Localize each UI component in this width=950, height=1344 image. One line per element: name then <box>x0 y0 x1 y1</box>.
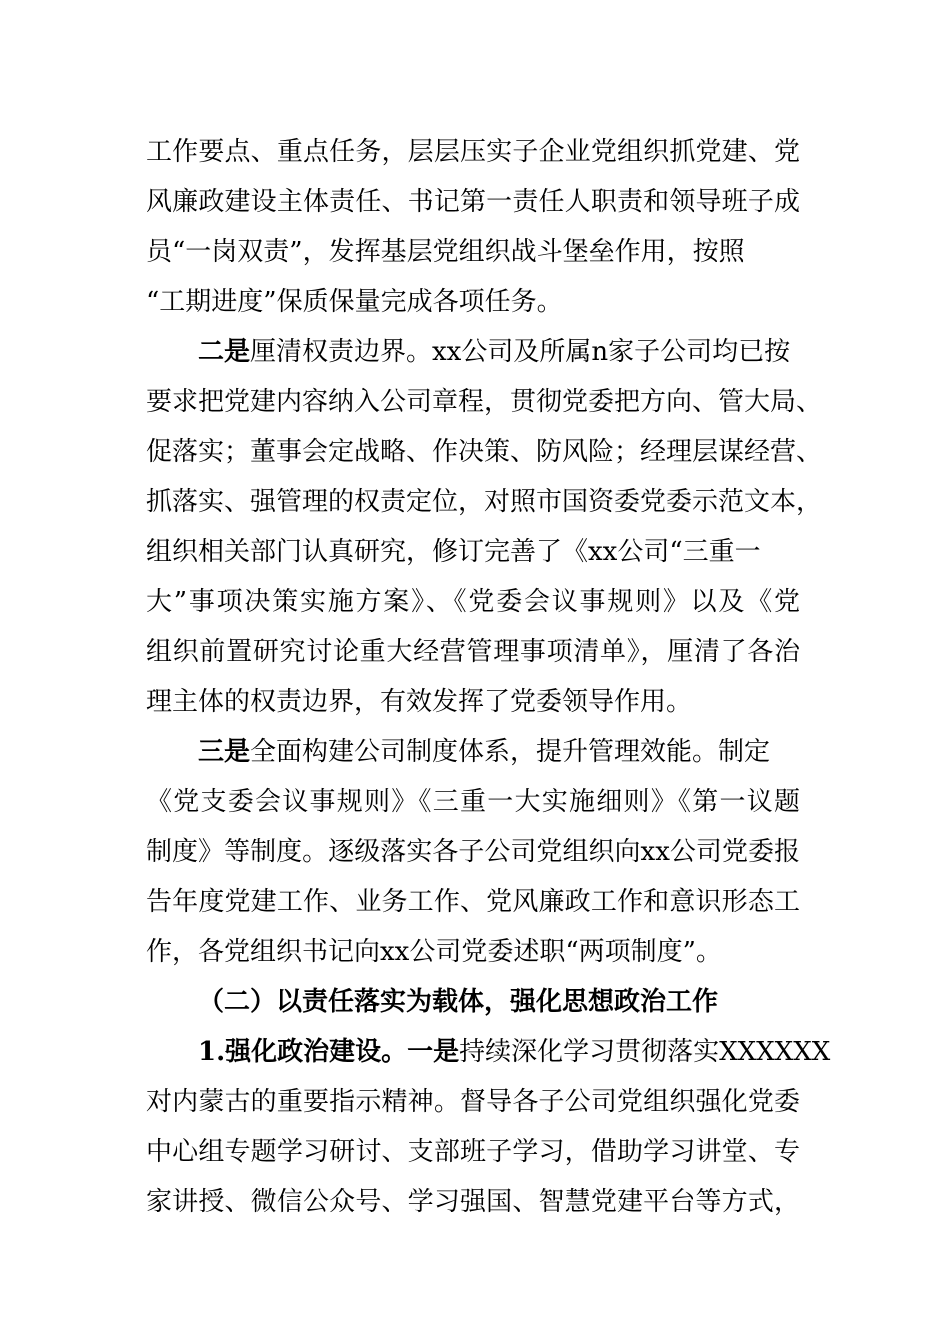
text-line: 要求把党建内容纳入公司章程，贯彻党委把方向、管大局、 <box>146 387 823 417</box>
text-line: 作，各党组织书记向xx公司党委述职“两项制度”。 <box>146 937 722 967</box>
text-line: 大”事项决策实施方案》、《党委会议事规则》以及《党 <box>146 587 800 617</box>
paragraph-lead: 三是 <box>198 737 251 767</box>
text-line: 告年度党建工作、业务工作、党风廉政工作和意识形态工 <box>146 887 800 917</box>
text-line: 制度》等制度。逐级落实各子公司党组织向xx公司党委报 <box>146 837 800 867</box>
text-line: 抓落实、强管理的权责定位，对照市国资委党委示范文本， <box>146 487 823 517</box>
text-line: 中心组专题学习研讨、支部班子学习，借助学习讲堂、专 <box>146 1137 800 1167</box>
section-heading: （二）以责任落实为载体，强化思想政治工作 <box>198 987 719 1017</box>
text-line: 组织相关部门认真研究，修订完善了《xx公司“三重一 <box>146 537 761 567</box>
text-line: 理主体的权责边界，有效发挥了党委领导作用。 <box>146 687 693 717</box>
text-line: 组织前置研究讨论重大经营管理事项清单》，厘清了各治 <box>146 637 800 667</box>
paragraph-start <box>198 734 770 770</box>
text-line: 促落实；董事会定战略、作决策、防风险；经理层谋经营、 <box>146 437 823 467</box>
text-line: 工作要点、重点任务，层层压实子企业党组织抓党建、党 <box>146 137 800 167</box>
text-line: 风廉政建设主体责任、书记第一责任人职责和领导班子成 <box>146 187 800 217</box>
text-line: 员“一岗双责”，发挥基层党组织战斗堡垒作用，按照 <box>146 237 745 267</box>
paragraph-start <box>198 334 790 370</box>
text-line: 全面构建公司制度体系，提升管理效能。制定 <box>250 737 771 767</box>
paragraph-lead: 1.强化政治建设。一是 <box>198 1037 460 1067</box>
paragraph-lead: 二是 <box>198 337 251 367</box>
text-line: 厘清权责边界。xx公司及所属n家子公司均已按 <box>250 337 791 367</box>
text-line: 对内蒙古的重要指示精神。督导各子公司党组织强化党委 <box>146 1087 800 1117</box>
text-line: “工期进度”保质保量完成各项任务。 <box>146 287 563 317</box>
text-line: 《党支委会议事规则》《三重一大实施细则》《第一议题 <box>146 787 800 817</box>
text-line: 家讲授、微信公众号、学习强国、智慧党建平台等方式， <box>146 1187 800 1217</box>
text-line: 持续深化学习贯彻落实XXXXXX <box>459 1037 831 1067</box>
paragraph-start <box>198 1034 830 1070</box>
